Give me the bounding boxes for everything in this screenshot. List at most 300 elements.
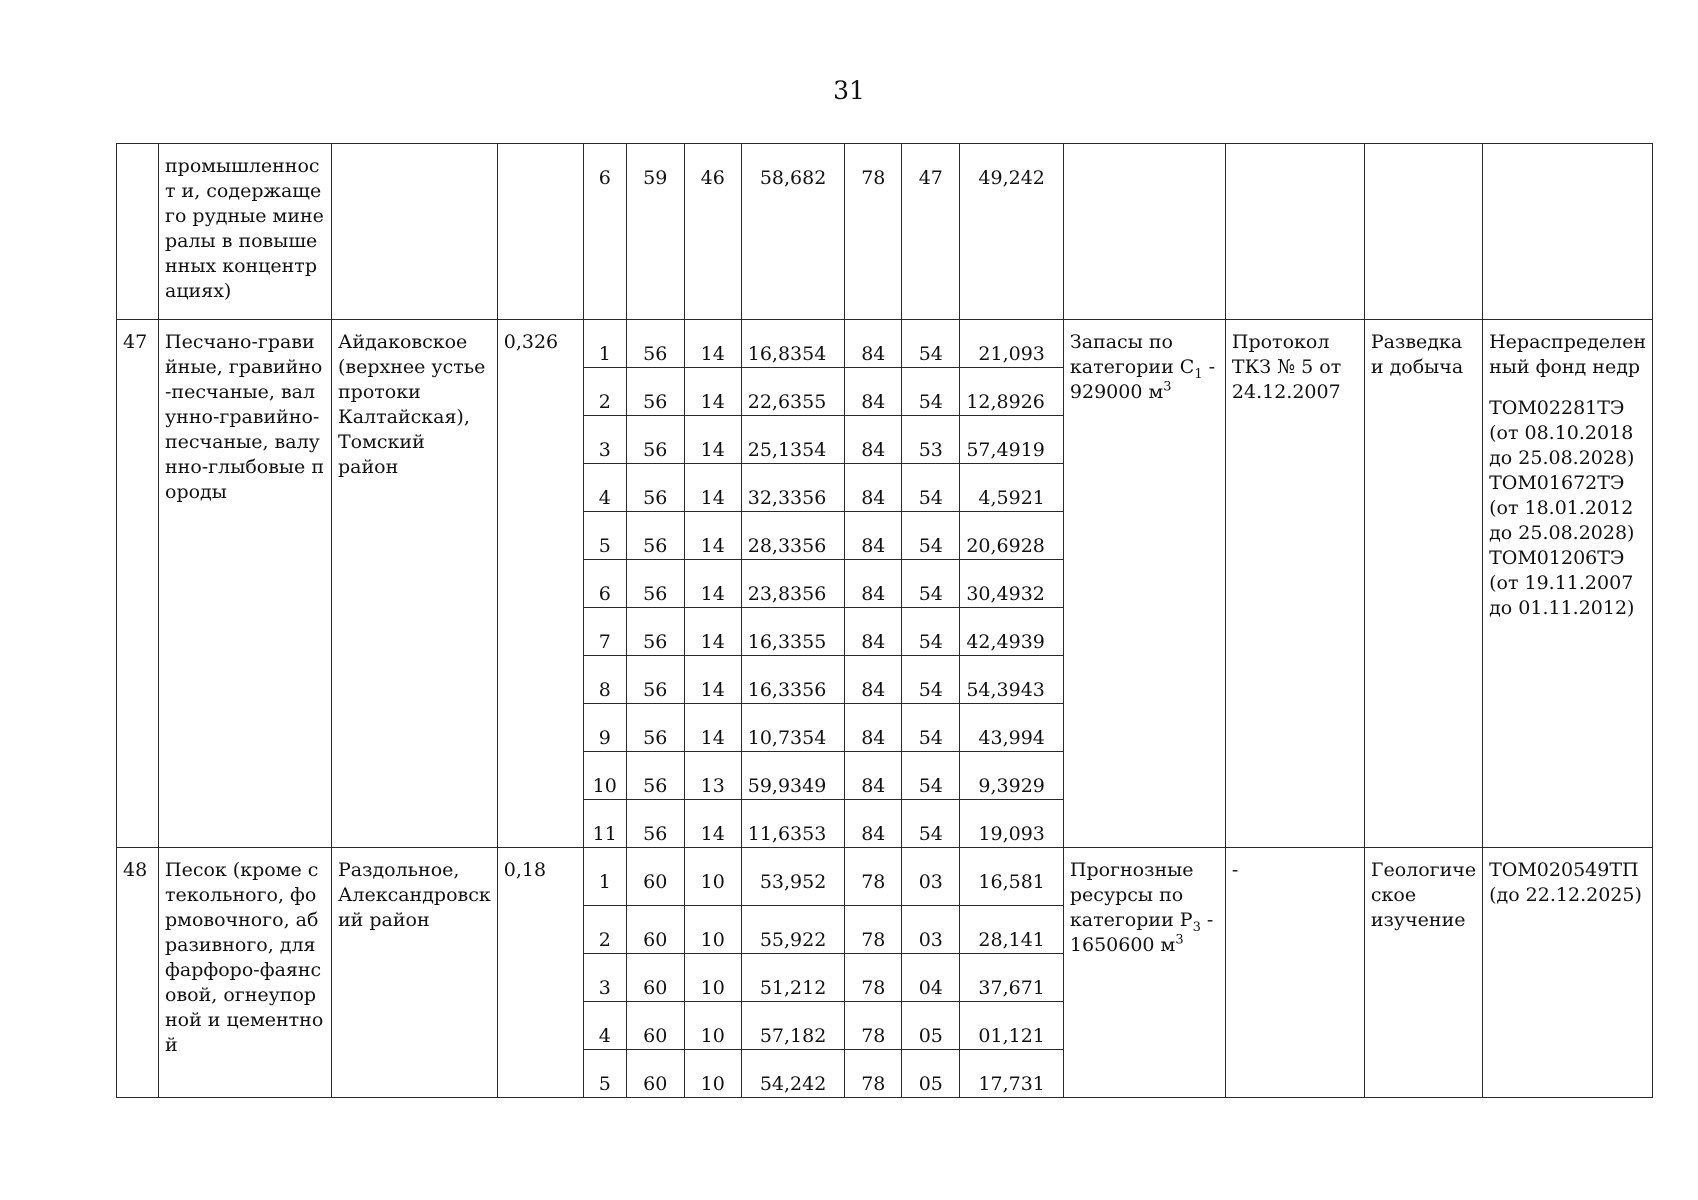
lon-seconds-text: 9,3929 [978, 775, 1045, 797]
location-cell [332, 320, 498, 848]
lon-seconds [960, 144, 1064, 320]
lon-minutes-text: 03 [918, 929, 943, 951]
lat-degrees-text: 60 [643, 1073, 668, 1095]
lon-degrees [845, 704, 902, 752]
lon-degrees [845, 320, 902, 368]
lon-minutes [902, 752, 960, 800]
license-entry: ТОМ01672ТЭ (от 18.01.2012 до 25.08.2028) [1489, 472, 1635, 544]
table-row [117, 144, 1653, 320]
table-row [117, 848, 1653, 906]
lon-degrees [845, 800, 902, 848]
lat-degrees-text: 56 [643, 823, 668, 845]
lat-minutes-text: 14 [700, 535, 725, 557]
resources-sup: 3 [1175, 932, 1184, 948]
lat-degrees [626, 416, 684, 464]
lon-minutes-text: 05 [918, 1025, 943, 1047]
point-number-text: 5 [598, 1073, 611, 1095]
lon-seconds-text: 57,4919 [966, 439, 1045, 461]
point-number [583, 1050, 626, 1098]
point-number [583, 656, 626, 704]
lon-minutes-text: 54 [918, 631, 943, 653]
lat-seconds-text: 10,7354 [747, 727, 827, 749]
point-number [583, 144, 626, 320]
lat-seconds-text: 55,922 [759, 929, 827, 951]
area-cell [497, 320, 583, 848]
table-row [117, 320, 1653, 368]
point-number-text: 6 [598, 583, 611, 605]
lon-seconds [960, 320, 1064, 368]
lon-degrees-text: 78 [861, 1025, 886, 1047]
lon-degrees [845, 906, 902, 954]
lon-degrees-text: 78 [861, 977, 886, 999]
lat-degrees [626, 906, 684, 954]
lat-minutes [684, 752, 741, 800]
lat-seconds [741, 906, 845, 954]
lon-degrees [845, 1050, 902, 1098]
lat-degrees [626, 800, 684, 848]
lat-minutes-text: 13 [700, 775, 725, 797]
lat-minutes-text: 14 [700, 583, 725, 605]
lon-seconds [960, 416, 1064, 464]
lon-seconds-text: 28,141 [978, 929, 1045, 951]
lon-seconds-text: 43,994 [978, 727, 1045, 749]
lat-minutes-text: 10 [700, 929, 725, 951]
lon-degrees-text: 78 [861, 167, 886, 189]
mineral-cell [159, 144, 332, 320]
lon-minutes-text: 54 [918, 535, 943, 557]
lat-seconds-text: 23,8356 [747, 583, 827, 605]
lat-seconds-text: 11,6353 [747, 823, 827, 845]
point-number-text: 11 [592, 823, 617, 845]
lon-degrees-text: 84 [861, 727, 886, 749]
fund-gap [1489, 380, 1646, 396]
lon-minutes-text: 54 [918, 727, 943, 749]
point-number-text: 2 [598, 391, 611, 413]
lon-minutes-text: 54 [918, 343, 943, 365]
resources-cell [1063, 144, 1225, 320]
lat-seconds-text: 54,242 [759, 1073, 827, 1095]
lat-minutes-text: 10 [700, 1025, 725, 1047]
resources-sub: 1 [1194, 366, 1203, 382]
lat-degrees [626, 704, 684, 752]
resources-cell [1063, 320, 1225, 848]
point-number-text: 1 [598, 871, 611, 893]
lon-degrees [845, 656, 902, 704]
purpose-cell-text: Разведка и добыча [1370, 331, 1464, 378]
lon-degrees [845, 512, 902, 560]
lat-degrees-text: 56 [643, 583, 668, 605]
lon-seconds-text: 12,8926 [966, 391, 1045, 413]
lon-degrees-text: 84 [861, 775, 886, 797]
point-number [583, 320, 626, 368]
lon-minutes-text: 53 [918, 439, 943, 461]
lon-degrees [845, 144, 902, 320]
lat-minutes [684, 800, 741, 848]
resources-cell [1063, 848, 1225, 1098]
license-entry: ТОМ020549ТП (до 22.12.2025) [1489, 859, 1642, 906]
lat-minutes-text: 10 [700, 1073, 725, 1095]
lat-degrees-text: 56 [643, 343, 668, 365]
lon-seconds [960, 560, 1064, 608]
lat-seconds-text: 51,212 [759, 977, 827, 999]
protocol-cell [1225, 320, 1364, 848]
point-number [583, 416, 626, 464]
lat-seconds [741, 368, 845, 416]
lat-seconds [741, 848, 845, 906]
lat-minutes [684, 656, 741, 704]
lon-degrees-text: 84 [861, 679, 886, 701]
lat-seconds [741, 320, 845, 368]
lat-minutes-text: 10 [700, 977, 725, 999]
lon-degrees-text: 78 [861, 1073, 886, 1095]
lat-minutes [684, 512, 741, 560]
registry-table [116, 143, 1653, 1098]
lat-minutes-text: 14 [700, 631, 725, 653]
row-number [117, 848, 159, 1098]
lon-degrees-text: 78 [861, 929, 886, 951]
area-cell-text: 0,18 [503, 859, 547, 881]
lat-seconds-text: 22,6355 [747, 391, 827, 413]
lon-minutes-text: 47 [918, 167, 943, 189]
lat-minutes [684, 144, 741, 320]
point-number [583, 512, 626, 560]
point-number-text: 9 [598, 727, 611, 749]
lon-seconds [960, 848, 1064, 906]
point-number-text: 4 [598, 487, 611, 509]
lat-minutes-text: 10 [700, 871, 725, 893]
lon-seconds-text: 17,731 [978, 1073, 1045, 1095]
purpose-cell [1364, 848, 1482, 1098]
lat-minutes [684, 368, 741, 416]
page-number: 31 [833, 76, 865, 105]
point-number [583, 464, 626, 512]
lon-seconds [960, 512, 1064, 560]
purpose-cell [1364, 144, 1482, 320]
lon-degrees [845, 368, 902, 416]
lon-degrees [845, 1002, 902, 1050]
point-number [583, 1002, 626, 1050]
fund-cell [1483, 144, 1653, 320]
lon-minutes-text: 54 [918, 679, 943, 701]
lat-degrees-text: 60 [643, 1025, 668, 1047]
lon-minutes [902, 1002, 960, 1050]
lon-seconds-text: 49,242 [978, 167, 1045, 189]
lat-minutes-text: 14 [700, 391, 725, 413]
row-number-text: 47 [123, 331, 148, 353]
location-cell-text [338, 144, 491, 154]
lat-seconds [741, 464, 845, 512]
protocol-cell-text [1232, 144, 1358, 154]
lat-degrees-text: 56 [643, 487, 668, 509]
lon-seconds-text: 30,4932 [966, 583, 1045, 605]
lon-seconds [960, 704, 1064, 752]
lon-minutes-text: 03 [918, 871, 943, 893]
lat-degrees-text: 56 [643, 391, 668, 413]
lon-degrees-text: 84 [861, 487, 886, 509]
lat-seconds-text: 16,8354 [747, 343, 827, 365]
lon-minutes-text: 05 [918, 1073, 943, 1095]
lat-minutes [684, 1050, 741, 1098]
lon-degrees-text: 84 [861, 391, 886, 413]
lat-seconds-text: 53,952 [759, 871, 827, 893]
license-entry: ТОМ01206ТЭ (от 19.11.2007 до 01.11.2012) [1489, 547, 1635, 619]
lon-minutes-text: 54 [918, 391, 943, 413]
lon-seconds-text: 01,121 [978, 1025, 1045, 1047]
resources-text [1070, 848, 1219, 958]
lat-minutes-text: 14 [700, 487, 725, 509]
lon-minutes [902, 464, 960, 512]
lon-seconds [960, 656, 1064, 704]
lon-seconds [960, 1002, 1064, 1050]
lon-degrees-text: 78 [861, 871, 886, 893]
lat-seconds [741, 1050, 845, 1098]
lon-minutes [902, 800, 960, 848]
lat-minutes [684, 464, 741, 512]
point-number [583, 560, 626, 608]
lon-seconds-text: 20,6928 [966, 535, 1045, 557]
lat-seconds-text: 16,3355 [747, 631, 827, 653]
lon-seconds [960, 752, 1064, 800]
lat-degrees-text: 56 [643, 439, 668, 461]
lat-degrees-text: 60 [643, 929, 668, 951]
lat-degrees [626, 560, 684, 608]
lon-minutes [902, 608, 960, 656]
location-cell-text: Айдаковское (верхнее устье протоки Калтайская), Томский район [338, 331, 486, 478]
location-cell-text: Раздольное, Александровск ий район [338, 859, 491, 931]
lat-degrees [626, 752, 684, 800]
lat-degrees [626, 656, 684, 704]
lat-seconds [741, 954, 845, 1002]
lon-degrees-text: 84 [861, 631, 886, 653]
point-number [583, 704, 626, 752]
lon-minutes-text: 54 [918, 823, 943, 845]
resources-sub: 3 [1192, 919, 1201, 935]
lon-degrees [845, 464, 902, 512]
lat-seconds [741, 656, 845, 704]
lon-minutes [902, 144, 960, 320]
lat-minutes-text: 14 [700, 439, 725, 461]
lon-minutes-text: 54 [918, 775, 943, 797]
mineral-cell-text: Песчано-гравийные, гравийно-песчаные, валунно-гравийно-песчаные, валунно-глыбовые породы [165, 331, 324, 503]
point-number [583, 954, 626, 1002]
lat-degrees [626, 320, 684, 368]
lat-seconds-text: 25,1354 [747, 439, 827, 461]
lon-minutes [902, 656, 960, 704]
lat-seconds [741, 608, 845, 656]
lon-minutes [902, 1050, 960, 1098]
point-number [583, 848, 626, 906]
lat-seconds [741, 1002, 845, 1050]
row-number [117, 320, 159, 848]
lon-minutes-text: 04 [918, 977, 943, 999]
lon-minutes [902, 416, 960, 464]
lat-degrees [626, 608, 684, 656]
lon-minutes [902, 704, 960, 752]
lon-degrees-text: 84 [861, 583, 886, 605]
lon-seconds [960, 954, 1064, 1002]
resources-sup: 3 [1163, 379, 1172, 395]
lat-minutes [684, 1002, 741, 1050]
lat-seconds [741, 144, 845, 320]
point-number [583, 608, 626, 656]
location-cell [332, 848, 498, 1098]
area-cell [497, 848, 583, 1098]
point-number-text: 10 [592, 775, 617, 797]
lon-degrees [845, 416, 902, 464]
lat-degrees-text: 56 [643, 535, 668, 557]
lon-degrees [845, 954, 902, 1002]
lat-minutes [684, 416, 741, 464]
lat-minutes-text: 14 [700, 343, 725, 365]
lon-seconds [960, 464, 1064, 512]
lat-degrees-text: 56 [643, 631, 668, 653]
resources-pre: Запасы по категории С [1069, 331, 1195, 378]
lat-degrees [626, 1050, 684, 1098]
lon-seconds [960, 1050, 1064, 1098]
lat-minutes [684, 560, 741, 608]
lon-degrees-text: 84 [861, 823, 886, 845]
purpose-cell-text [1371, 144, 1476, 154]
point-number-text: 4 [598, 1025, 611, 1047]
lat-seconds-text: 28,3356 [747, 535, 827, 557]
lon-minutes [902, 848, 960, 906]
lat-degrees [626, 1002, 684, 1050]
lat-degrees [626, 848, 684, 906]
protocol-cell-text: Протокол ТКЗ № 5 от 24.12.2007 [1231, 331, 1342, 403]
location-cell [332, 144, 498, 320]
point-number-text: 3 [598, 977, 611, 999]
purpose-cell-text: Геологиче ское изучение [1370, 859, 1477, 931]
point-number-text: 1 [598, 343, 611, 365]
point-number-text: 6 [598, 167, 611, 189]
lon-minutes [902, 368, 960, 416]
mineral-cell [159, 320, 332, 848]
lon-minutes [902, 560, 960, 608]
lat-minutes [684, 954, 741, 1002]
lon-minutes-text: 54 [918, 487, 943, 509]
lat-degrees [626, 464, 684, 512]
resources-pre: Прогнозные ресурсы по категории Р [1069, 859, 1194, 931]
lon-minutes [902, 906, 960, 954]
lat-minutes [684, 704, 741, 752]
protocol-cell [1225, 848, 1364, 1098]
mineral-cell [159, 848, 332, 1098]
lon-degrees [845, 608, 902, 656]
lat-minutes [684, 906, 741, 954]
lon-minutes [902, 320, 960, 368]
lon-seconds-text: 37,671 [978, 977, 1045, 999]
lat-seconds [741, 704, 845, 752]
lat-seconds-text: 32,3356 [747, 487, 827, 509]
resources-text [1070, 320, 1219, 405]
lat-degrees-text: 56 [643, 775, 668, 797]
resources-mid: - 929000 м [1069, 356, 1216, 403]
lon-seconds-text: 4,5921 [978, 487, 1045, 509]
protocol-cell-text: - [1231, 859, 1239, 881]
lat-degrees [626, 954, 684, 1002]
lat-seconds [741, 512, 845, 560]
lat-seconds [741, 800, 845, 848]
lat-minutes-text: 14 [700, 679, 725, 701]
row-number [117, 144, 159, 320]
area-cell-text [504, 144, 577, 154]
lat-degrees-text: 56 [643, 727, 668, 749]
lat-seconds-text: 16,3356 [747, 679, 827, 701]
resources-mid: - 1650600 м [1069, 909, 1214, 956]
point-number-text: 5 [598, 535, 611, 557]
mineral-cell-text: промышленност и, содержащего рудные минералы в повышенных концентрациях) [165, 155, 324, 302]
lat-seconds [741, 416, 845, 464]
lat-minutes [684, 608, 741, 656]
lon-minutes [902, 512, 960, 560]
lon-degrees-text: 84 [861, 439, 886, 461]
lon-seconds-text: 42,4939 [966, 631, 1045, 653]
row-number-text: 48 [123, 859, 148, 881]
lon-seconds [960, 906, 1064, 954]
lat-seconds-text: 57,182 [759, 1025, 827, 1047]
lat-seconds [741, 752, 845, 800]
point-number [583, 906, 626, 954]
point-number-text: 7 [598, 631, 611, 653]
fund-cell [1483, 320, 1653, 848]
lat-minutes-text: 14 [700, 727, 725, 749]
lon-seconds-text: 21,093 [978, 343, 1045, 365]
lat-degrees [626, 512, 684, 560]
protocol-cell [1225, 144, 1364, 320]
lat-degrees-text: 59 [643, 167, 668, 189]
lat-degrees [626, 368, 684, 416]
lon-minutes [902, 954, 960, 1002]
lon-seconds [960, 608, 1064, 656]
area-cell [497, 144, 583, 320]
license-entry: Нераспределен ный фонд недр [1489, 331, 1647, 378]
lon-seconds-text: 19,093 [978, 823, 1045, 845]
fund-cell [1483, 848, 1653, 1098]
row-number-text [123, 144, 152, 154]
lat-degrees-text: 56 [643, 679, 668, 701]
lon-seconds-text: 16,581 [978, 871, 1045, 893]
point-number-text: 3 [598, 439, 611, 461]
lon-minutes-text: 54 [918, 583, 943, 605]
lon-degrees [845, 848, 902, 906]
lat-degrees-text: 60 [643, 977, 668, 999]
point-number [583, 368, 626, 416]
lat-minutes [684, 848, 741, 906]
lat-minutes-text: 14 [700, 823, 725, 845]
lon-degrees-text: 84 [861, 535, 886, 557]
lon-degrees-text: 84 [861, 343, 886, 365]
point-number-text: 8 [598, 679, 611, 701]
point-number-text: 2 [598, 929, 611, 951]
lat-minutes [684, 320, 741, 368]
lon-degrees [845, 560, 902, 608]
lat-minutes-text: 46 [700, 167, 725, 189]
lat-degrees [626, 144, 684, 320]
lon-degrees [845, 752, 902, 800]
license-entry: ТОМ02281ТЭ (от 08.10.2018 до 25.08.2028) [1489, 397, 1635, 469]
area-cell-text: 0,326 [503, 331, 559, 353]
lat-seconds-text: 59,9349 [747, 775, 827, 797]
lon-seconds-text: 54,3943 [966, 679, 1045, 701]
lat-degrees-text: 60 [643, 871, 668, 893]
point-number [583, 800, 626, 848]
point-number [583, 752, 626, 800]
lon-seconds [960, 368, 1064, 416]
lon-seconds [960, 800, 1064, 848]
purpose-cell [1364, 320, 1482, 848]
lat-seconds-text: 58,682 [759, 167, 827, 189]
mineral-cell-text: Песок (кроме стекольного, формовочного, абразивного, для фарфоро-фаянсовой, огнеупорной и цементной [165, 859, 324, 1056]
